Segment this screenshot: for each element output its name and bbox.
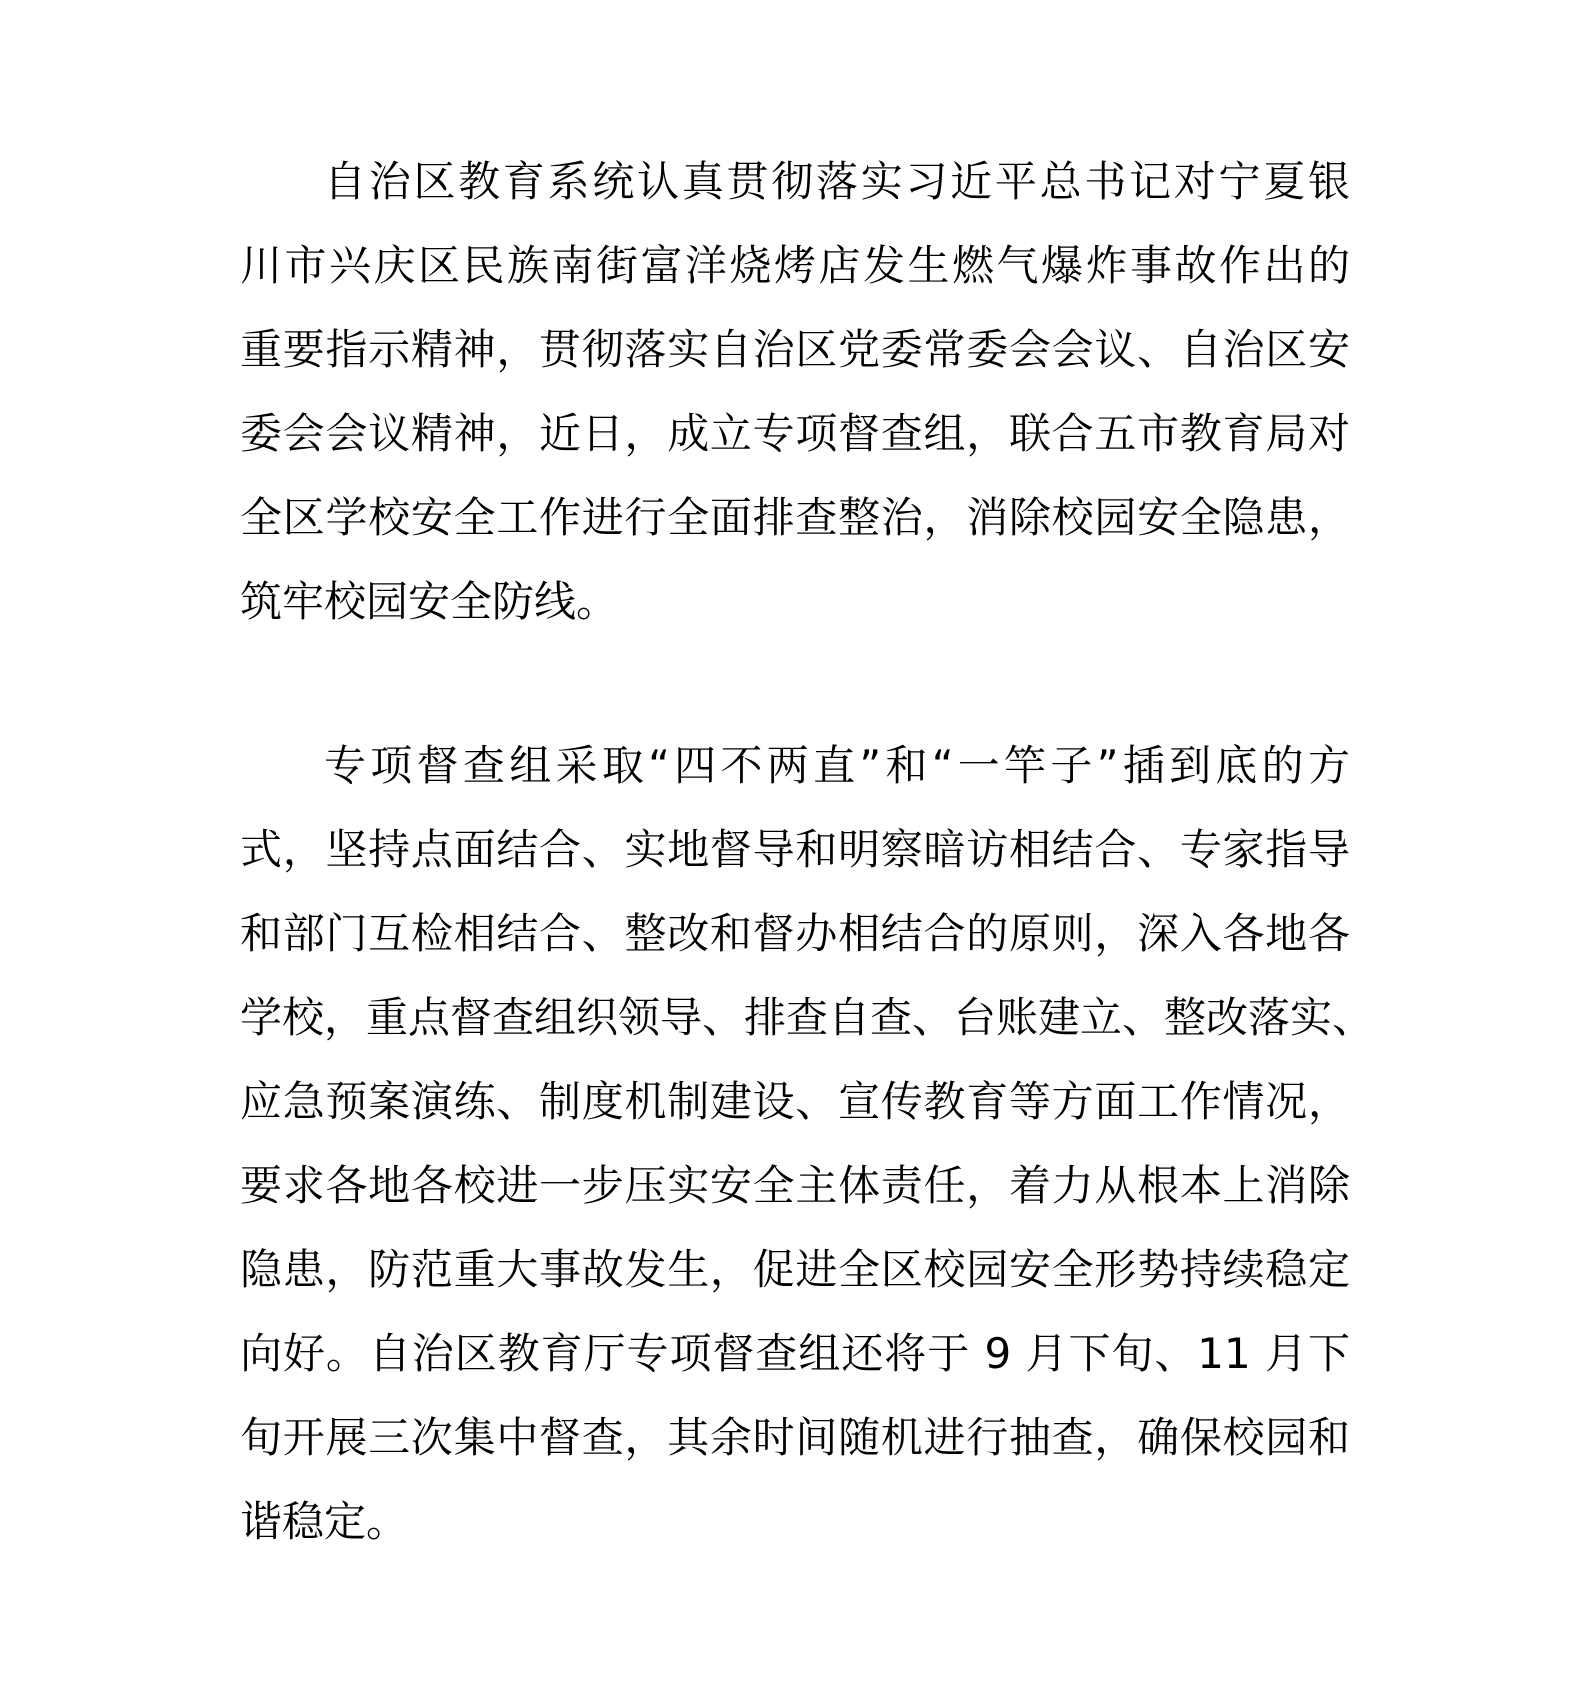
paragraph-line: 重要指示精神，贯彻落实自治区党委常委会会议、自治区安 <box>240 325 1350 374</box>
paragraph-line: 向好。自治区教育厅专项督查组还将于 9 月下旬、11 月下 <box>240 1329 1350 1378</box>
paragraph-line: 学校，重点督查组织领导、排查自查、台账建立、整改落实、 <box>240 993 1375 1042</box>
paragraph-line: 谐稳定。 <box>240 1497 409 1546</box>
paragraph-1 <box>240 140 1350 644</box>
paragraph-line: 和部门互检相结合、整改和督办相结合的原则，深入各地各 <box>240 909 1350 958</box>
paragraph-line: 筑牢校园安全防线。 <box>240 577 619 626</box>
paragraph-line: 专项督查组采取“四不两直”和“一竿子”插到底的方 <box>324 741 1350 790</box>
paragraph-line: 委会会议精神，近日，成立专项督查组，联合五市教育局对 <box>240 409 1350 458</box>
paragraph-2 <box>240 724 1375 1564</box>
paragraph-line: 应急预案演练、制度机制建设、宣传教育等方面工作情况， <box>240 1077 1350 1126</box>
paragraph-line: 式，坚持点面结合、实地督导和明察暗访相结合、专家指导 <box>240 825 1350 874</box>
paragraph-line: 全区学校安全工作进行全面排查整治，消除校园安全隐患， <box>240 493 1350 542</box>
paragraph-line: 旬开展三次集中督查，其余时间随机进行抽查，确保校园和 <box>240 1413 1350 1462</box>
paragraph-line: 隐患，防范重大事故发生，促进全区校园安全形势持续稳定 <box>240 1245 1350 1294</box>
paragraph-line: 川市兴庆区民族南街富洋烧烤店发生燃气爆炸事故作出的 <box>240 241 1350 290</box>
paragraph-line: 要求各地各校进一步压实安全主体责任，着力从根本上消除 <box>240 1161 1350 1210</box>
paragraph-line: 自治区教育系统认真贯彻落实习近平总书记对宁夏银 <box>324 157 1350 206</box>
